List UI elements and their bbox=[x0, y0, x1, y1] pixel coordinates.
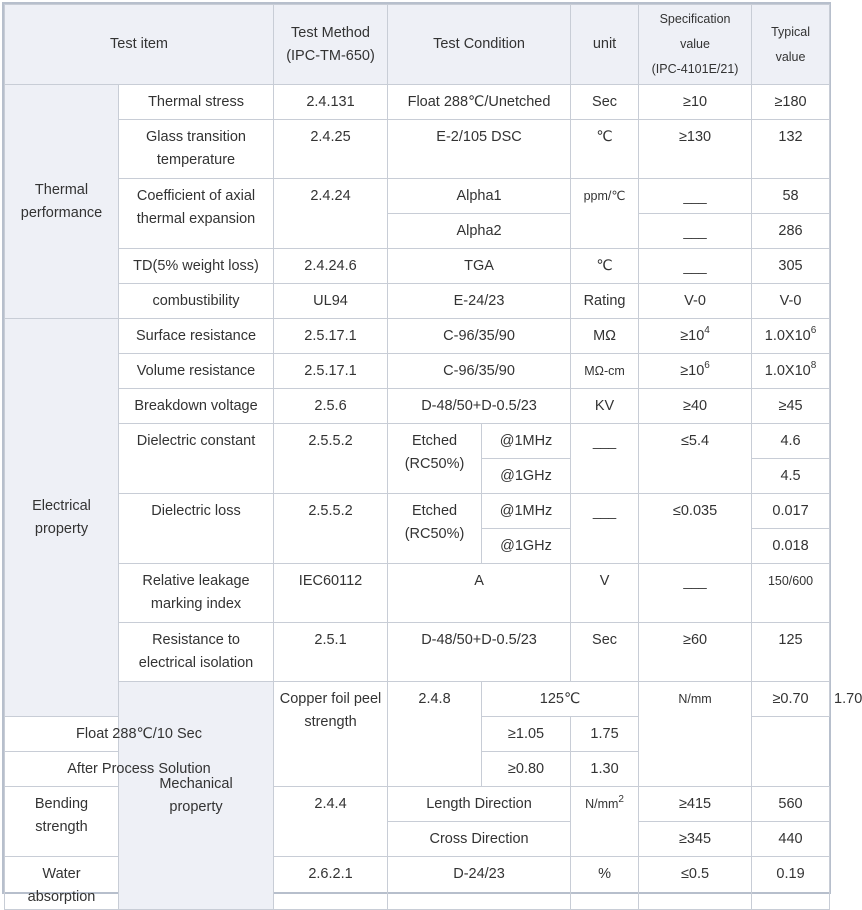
method-cell: IEC60112 bbox=[274, 564, 388, 623]
item-cell: combustibility bbox=[119, 284, 274, 319]
condition-cell: Length Direction bbox=[388, 787, 571, 822]
typical-cell: V-0 bbox=[752, 284, 830, 319]
header-test-condition: Test Condition bbox=[388, 5, 571, 85]
table-row bbox=[5, 354, 830, 389]
table-row bbox=[5, 284, 830, 319]
method-cell: 2.5.5.2 bbox=[274, 424, 388, 494]
item-cell: Coefficient of axial thermal expansion bbox=[119, 179, 274, 249]
item-cell: Surface resistance bbox=[119, 319, 274, 354]
method-cell: 2.5.1 bbox=[274, 623, 388, 682]
method-cell: 2.4.25 bbox=[274, 120, 388, 179]
method-cell: 2.4.24 bbox=[274, 179, 388, 249]
unit-cell: $N/mm^2$ bbox=[571, 787, 639, 857]
table-row bbox=[5, 389, 830, 424]
properties-table bbox=[4, 4, 862, 910]
item-cell: TD(5% weight loss) bbox=[119, 249, 274, 284]
typical-cell: 0.19 bbox=[752, 857, 830, 910]
spec-cell: ≤0.035 bbox=[639, 494, 752, 564]
unit-cell: ppm/℃ bbox=[571, 179, 639, 249]
unit-cell: % bbox=[571, 857, 639, 910]
method-cell: 2.4.131 bbox=[274, 85, 388, 120]
condition-cell: E-2/105 DSC bbox=[388, 120, 571, 179]
header-specification-value: Specification value (IPC-4101E/21) bbox=[639, 5, 752, 85]
method-cell: 2.4.4 bbox=[274, 787, 388, 857]
spec-cell: $\ge 10^4$ bbox=[639, 319, 752, 354]
unit-cell: KV bbox=[571, 389, 639, 424]
typical-cell: 132 bbox=[752, 120, 830, 179]
category-electrical-property: Electrical property bbox=[5, 319, 119, 717]
table-row bbox=[5, 319, 830, 354]
item-cell: Dielectric constant bbox=[119, 424, 274, 494]
item-cell: Breakdown voltage bbox=[119, 389, 274, 424]
spec-cell: ≥1.05 bbox=[482, 717, 571, 752]
spec-cell: ≥10 bbox=[639, 85, 752, 120]
frequency-cell: @1MHz bbox=[482, 424, 571, 459]
item-cell: Volume resistance bbox=[119, 354, 274, 389]
item-cell: Thermal stress bbox=[119, 85, 274, 120]
table-row bbox=[5, 564, 830, 623]
condition-cell: 125℃ bbox=[482, 682, 639, 717]
header-unit: unit bbox=[571, 5, 639, 85]
unit-cell: MΩ-cm bbox=[571, 354, 639, 389]
condition-cell: Etched (RC50%) bbox=[388, 424, 482, 494]
method-cell: 2.5.17.1 bbox=[274, 319, 388, 354]
typical-cell: 286 bbox=[752, 214, 830, 249]
spec-cell: ___ bbox=[639, 564, 752, 623]
properties-table-frame bbox=[2, 2, 862, 905]
item-cell: Relative leakage marking index bbox=[119, 564, 274, 623]
condition-cell: D-24/23 bbox=[388, 857, 571, 910]
header-typical-value: Typical value bbox=[752, 5, 830, 85]
condition-cell: Alpha1 bbox=[388, 179, 571, 214]
condition-cell: A bbox=[388, 564, 571, 623]
category-mechanical-property: Mechanical property bbox=[119, 682, 274, 910]
unit-cell: Sec bbox=[571, 623, 639, 682]
item-cell: Copper foil peel strength bbox=[274, 682, 388, 787]
frequency-cell: @1GHz bbox=[482, 529, 571, 564]
header-test-item: Test item bbox=[5, 5, 274, 85]
spec-cell: ___ bbox=[639, 179, 752, 214]
condition-cell: Float 288℃/10 Sec bbox=[5, 717, 274, 752]
unit-cell: Sec bbox=[571, 85, 639, 120]
header-test-method: Test Method (IPC-TM-650) bbox=[274, 5, 388, 85]
typical-cell: 0.017 bbox=[752, 494, 830, 529]
condition-cell: TGA bbox=[388, 249, 571, 284]
item-cell: Resistance to electrical isolation bbox=[119, 623, 274, 682]
condition-cell: Alpha2 bbox=[388, 214, 571, 249]
spec-cell: ___ bbox=[639, 214, 752, 249]
frequency-cell: @1MHz bbox=[482, 494, 571, 529]
unit-cell: ℃ bbox=[571, 249, 639, 284]
typical-cell: 305 bbox=[752, 249, 830, 284]
category-thermal-performance: Thermal performance bbox=[5, 85, 119, 319]
frequency-cell: @1GHz bbox=[482, 459, 571, 494]
condition-cell: Float 288℃/Unetched bbox=[388, 85, 571, 120]
table-row bbox=[5, 85, 830, 120]
condition-cell: D-48/50+D-0.5/23 bbox=[388, 389, 571, 424]
method-cell: UL94 bbox=[274, 284, 388, 319]
spec-cell: ≥0.70 bbox=[752, 682, 830, 717]
table-row bbox=[5, 623, 830, 682]
method-cell: 2.4.8 bbox=[388, 682, 482, 787]
typical-cell: 58 bbox=[752, 179, 830, 214]
unit-cell: N/mm bbox=[639, 682, 752, 787]
unit-cell: ___ bbox=[571, 494, 639, 564]
typical-cell: 1.75 bbox=[571, 717, 639, 752]
condition-cell: Cross Direction bbox=[388, 822, 571, 857]
spec-cell: V-0 bbox=[639, 284, 752, 319]
spec-cell: ≥60 bbox=[639, 623, 752, 682]
spec-cell: ≤0.5 bbox=[639, 857, 752, 910]
unit-cell: ℃ bbox=[571, 120, 639, 179]
typical-cell: 125 bbox=[752, 623, 830, 682]
typical-cell: 4.5 bbox=[752, 459, 830, 494]
item-cell: Water absorption bbox=[5, 857, 119, 910]
table-row bbox=[5, 179, 830, 214]
method-cell: 2.5.6 bbox=[274, 389, 388, 424]
table-row: Mechanical property Copper foil peel strength 2.4.8 125℃ N/mm ≥0.70 1.70 bbox=[5, 682, 830, 717]
table-row bbox=[5, 424, 830, 459]
method-cell: 2.5.17.1 bbox=[274, 354, 388, 389]
typical-cell: ≥45 bbox=[752, 389, 830, 424]
condition-cell: E-24/23 bbox=[388, 284, 571, 319]
method-cell: 2.5.5.2 bbox=[274, 494, 388, 564]
table-row bbox=[5, 120, 830, 179]
spec-cell: $\ge 10^6$ bbox=[639, 354, 752, 389]
condition-cell: After Process Solution bbox=[5, 752, 274, 787]
typical-cell: 4.6 bbox=[752, 424, 830, 459]
table-row bbox=[5, 249, 830, 284]
method-cell: 2.4.24.6 bbox=[274, 249, 388, 284]
typical-cell: 560 bbox=[752, 787, 830, 822]
condition-cell: Etched (RC50%) bbox=[388, 494, 482, 564]
spec-cell: ≥40 bbox=[639, 389, 752, 424]
method-cell: 2.6.2.1 bbox=[274, 857, 388, 910]
typical-cell: ≥180 bbox=[752, 85, 830, 120]
spec-cell: ≥130 bbox=[639, 120, 752, 179]
typical-cell: $1.0X10^6$ bbox=[752, 319, 830, 354]
unit-cell: MΩ bbox=[571, 319, 639, 354]
table-row bbox=[5, 494, 830, 529]
unit-cell: Rating bbox=[571, 284, 639, 319]
condition-cell: D-48/50+D-0.5/23 bbox=[388, 623, 571, 682]
typical-cell: 1.30 bbox=[571, 752, 639, 787]
condition-cell: C-96/35/90 bbox=[388, 319, 571, 354]
spec-cell: ≥415 bbox=[639, 787, 752, 822]
spec-cell: ___ bbox=[639, 249, 752, 284]
unit-cell: ___ bbox=[571, 424, 639, 494]
spec-cell: ≤5.4 bbox=[639, 424, 752, 494]
item-cell: Glass transition temperature bbox=[119, 120, 274, 179]
typical-cell: 150/600 bbox=[752, 564, 830, 623]
typical-cell: $1.0X10^8$ bbox=[752, 354, 830, 389]
spec-cell: ≥345 bbox=[639, 822, 752, 857]
condition-cell: C-96/35/90 bbox=[388, 354, 571, 389]
item-cell: Dielectric loss bbox=[119, 494, 274, 564]
typical-cell: 440 bbox=[752, 822, 830, 857]
typical-cell: 0.018 bbox=[752, 529, 830, 564]
unit-cell: V bbox=[571, 564, 639, 623]
spec-cell: ≥0.80 bbox=[482, 752, 571, 787]
item-cell: Bending strength bbox=[5, 787, 119, 857]
header-row bbox=[5, 5, 830, 85]
